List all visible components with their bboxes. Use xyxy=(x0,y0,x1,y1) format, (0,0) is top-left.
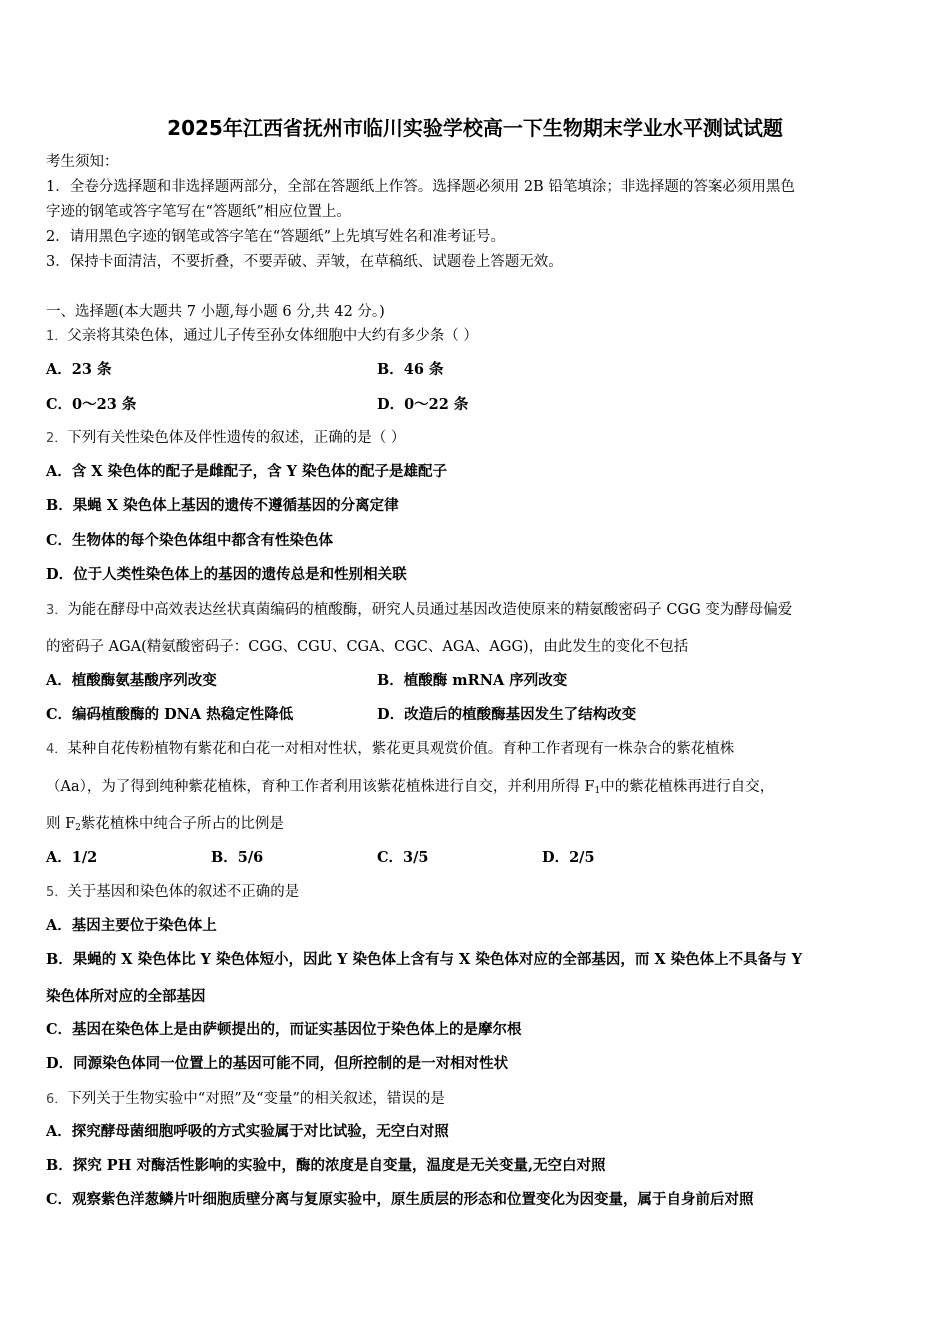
question-6-option-b: B．探究 PH 对酶活性影响的实验中，酶的浓度是自变量，温度是无关变量,无空白对照 xyxy=(46,1157,606,1174)
notice-item-2: 2．请用黑色字迹的钢笔或答字笔在“答题纸”上先填写姓名和准考证号。 xyxy=(46,229,506,245)
option-c: C．0～23 条 xyxy=(46,396,137,413)
question-4-stem-line-3 xyxy=(46,814,906,838)
page-title: 2025年江西省抚州市临川实验学校高一下生物期末学业水平测试试题 xyxy=(167,116,783,140)
question-5-stem xyxy=(46,882,906,903)
question-3-stem-line-2: 的密码子 AGA(精氨酸密码子：CGG、CGU、CGA、CGC、AGA、AGG)，由此发生的变化不包括 xyxy=(46,639,689,655)
question-number: 4． xyxy=(46,742,68,757)
option-b: B．46 条 xyxy=(377,361,444,378)
question-5-option-b-line-2: 染色体所对应的全部基因 xyxy=(46,988,206,1005)
stem-text: 则 F xyxy=(46,816,76,832)
question-number: 2． xyxy=(46,431,68,446)
section-heading: 一、选择题(本大题共 7 小题,每小题 6 分,共 42 分。) xyxy=(46,304,385,320)
question-1-options-row-1 xyxy=(46,360,906,380)
question-2-stem xyxy=(46,428,906,449)
question-text: 父亲将其染色体，通过儿子传至孙女体细胞中大约有多少条（ ） xyxy=(67,328,478,344)
question-2-option-d: D．位于人类性染色体上的基因的遗传总是和性别相关联 xyxy=(46,566,407,583)
question-number: 5． xyxy=(46,885,68,900)
question-5-option-d: D．同源染色体同一位置上的基因可能不同，但所控制的是一对相对性状 xyxy=(46,1055,509,1072)
question-3-options-row-1 xyxy=(46,671,906,691)
stem-text: 紫花植株中纯合子所占的比例是 xyxy=(80,816,284,832)
option-c: C．编码植酸酶的 DNA 热稳定性降低 xyxy=(46,706,294,723)
option-d: D．改造后的植酸酶基因发生了结构改变 xyxy=(377,706,637,723)
question-2-option-b: B．果蝇 X 染色体上基因的遗传不遵循基因的分离定律 xyxy=(46,497,399,514)
option-d: D．0～22 条 xyxy=(377,396,469,413)
question-6-option-c: C．观察紫色洋葱鳞片叶细胞质壁分离与复原实验中，原生质层的形态和位置变化为因变量，属于自身前后对照 xyxy=(46,1191,754,1208)
question-text: 关于基因和染色体的叙述不正确的是 xyxy=(67,884,300,900)
question-4-stem-line-2 xyxy=(46,777,906,801)
stem-text: 中的紫花植株再进行自交， xyxy=(600,779,775,795)
notice-item-3: 3．保持卡面清洁，不要折叠，不要弄破、弄皱，在草稿纸、试题卷上答题无效。 xyxy=(46,254,563,270)
question-4-stem-line-1 xyxy=(46,739,906,760)
question-number: 6． xyxy=(46,1092,68,1107)
option-d: D．2/5 xyxy=(542,849,595,866)
option-a: A．23 条 xyxy=(46,361,112,378)
stem-text: （Aa），为了得到纯种紫花植株，育种工作者利用该紫花植株进行自交，并利用所得 F xyxy=(46,779,595,795)
option-a: A．1/2 xyxy=(46,849,98,866)
question-number: 3． xyxy=(46,603,68,618)
question-1-stem xyxy=(46,326,906,347)
question-5-option-c: C．基因在染色体上是由萨顿提出的，而证实基因位于染色体上的是摩尔根 xyxy=(46,1021,522,1038)
question-5-option-b-line-1: B．果蝇的 X 染色体比 Y 染色体短小，因此 Y 染色体上含有与 X 染色体对应的全部基因，而 X 染色体上不具备与 Y xyxy=(46,951,803,968)
question-6-option-a: A．探究酵母菌细胞呼吸的方式实验属于对比试验，无空白对照 xyxy=(46,1123,449,1140)
question-6-stem xyxy=(46,1089,906,1110)
question-number: 1． xyxy=(46,329,68,344)
question-text: 为能在酵母中高效表达丝状真菌编码的植酸酶，研究人员通过基因改造使原来的精氨酸密码子 CGG 变为酵母偏爱 xyxy=(67,602,793,618)
option-b: B．植酸酶 mRNA 序列改变 xyxy=(377,672,568,689)
question-text: 某种自花传粉植物有紫花和白花一对相对性状，紫花更具观赏价值。育种工作者现有一株杂合的紫花植株 xyxy=(67,741,735,757)
question-text: 下列关于生物实验中“对照”及“变量”的相关叙述，错误的是 xyxy=(67,1091,445,1107)
notice-item-1-line-2: 字迹的钢笔或答字笔写在“答题纸”相应位置上。 xyxy=(46,204,351,220)
question-4-options xyxy=(46,848,906,868)
option-b: B．5/6 xyxy=(211,849,264,866)
question-3-stem-line-1 xyxy=(46,600,906,621)
question-1-options-row-2 xyxy=(46,395,906,415)
subscript: 2 xyxy=(75,823,81,833)
notice-heading: 考生须知： xyxy=(46,154,119,170)
question-2-option-c: C．生物体的每个染色体组中都含有性染色体 xyxy=(46,532,334,549)
notice-item-1-line-1: 1．全卷分选择题和非选择题两部分，全部在答题纸上作答。选择题必须用 2B 铅笔填涂；非选择题的答案必须用黑色 xyxy=(46,179,795,195)
option-c: C．3/5 xyxy=(377,849,429,866)
question-2-option-a: A．含 X 染色体的配子是雌配子，含 Y 染色体的配子是雄配子 xyxy=(46,463,448,480)
subscript: 1 xyxy=(594,786,601,796)
question-3-options-row-2 xyxy=(46,705,906,725)
option-a: A．植酸酶氨基酸序列改变 xyxy=(46,672,217,689)
question-text: 下列有关性染色体及伴性遗传的叙述，正确的是（ ） xyxy=(67,430,406,446)
question-5-option-a: A．基因主要位于染色体上 xyxy=(46,917,217,934)
